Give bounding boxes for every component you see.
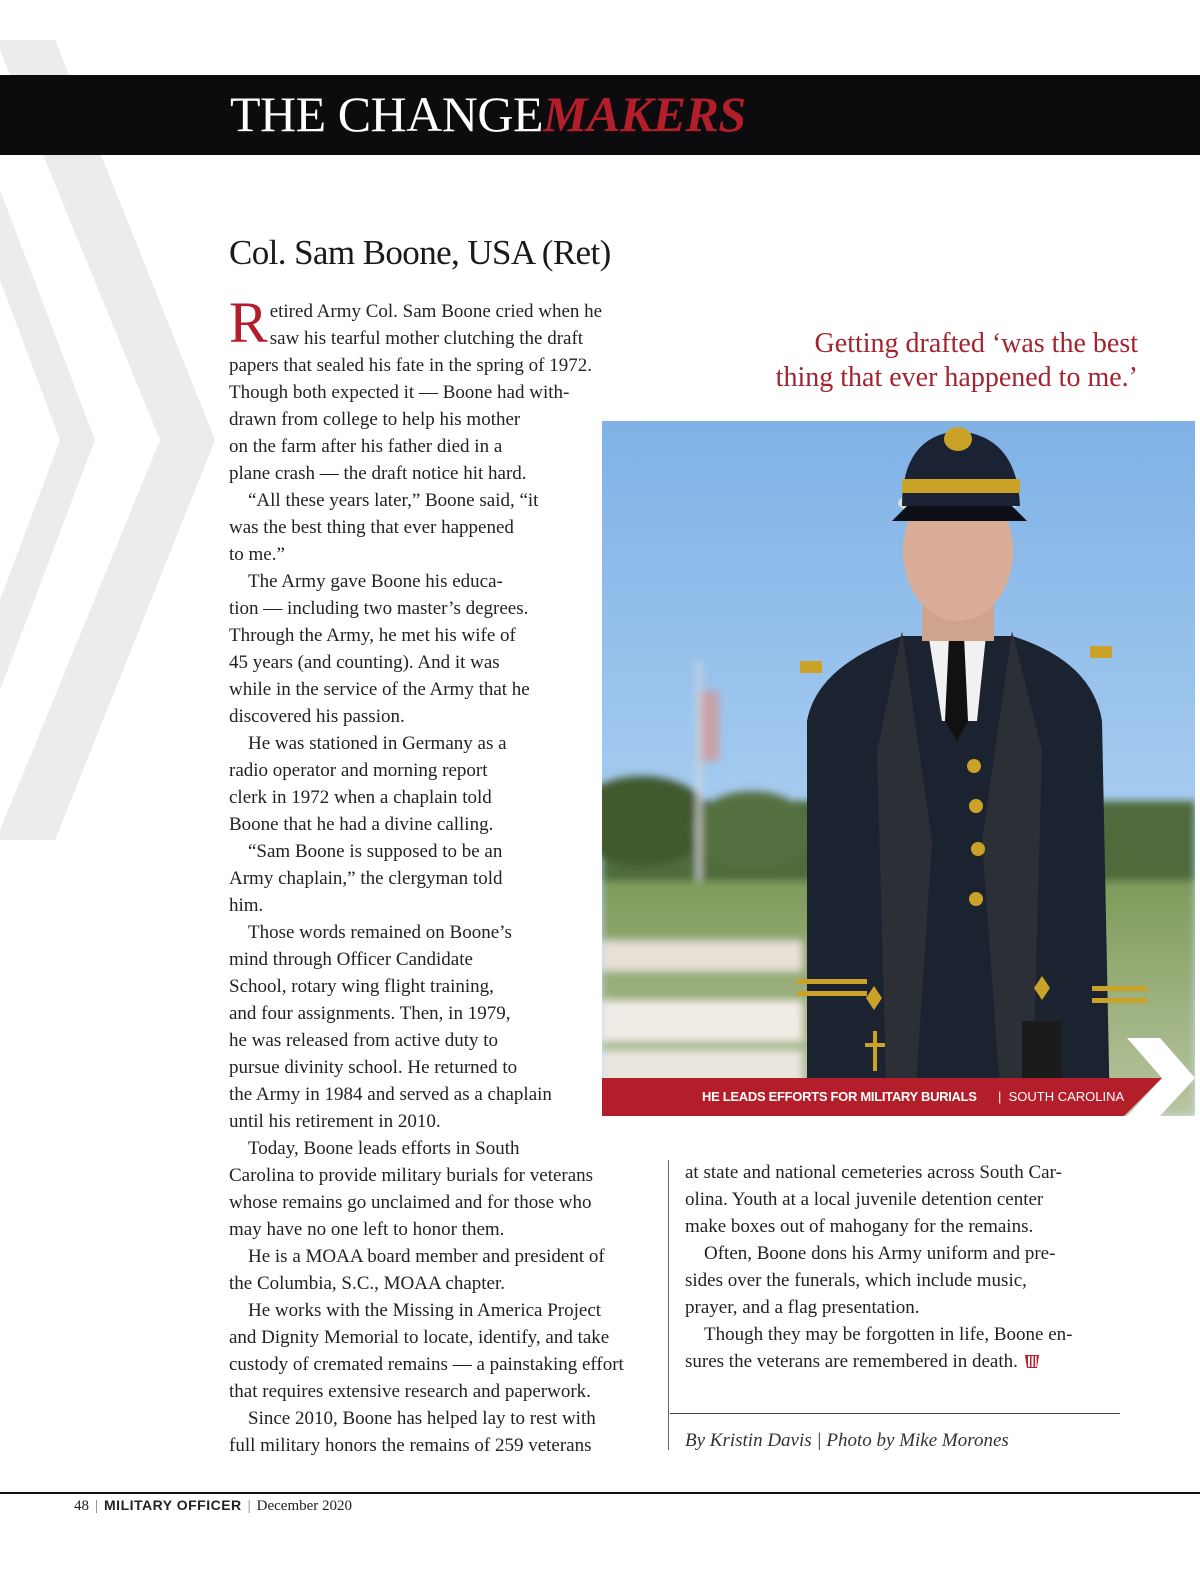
body-line: He works with the Missing in America Project — [248, 1300, 602, 1321]
end-mark-icon — [1024, 1353, 1040, 1369]
portrait-photo — [602, 421, 1195, 1116]
caption-location-text: SOUTH CAROLINA — [1008, 1089, 1125, 1104]
caption-separator: | — [998, 1089, 1002, 1104]
body-line: The Army gave Boone his educa- — [248, 571, 503, 592]
body-line: plane crash — the draft notice hit hard. — [229, 463, 527, 484]
body-line-last — [685, 1348, 1125, 1375]
page-number: 48 — [74, 1498, 89, 1514]
article-headline: Col. Sam Boone, USA (Ret) — [229, 233, 611, 272]
body-line: whose remains go unclaimed and for those who — [229, 1192, 592, 1213]
body-line: prayer, and a flag presentation. — [685, 1297, 920, 1318]
body-line: “Sam Boone is supposed to be an — [248, 841, 503, 862]
caption-title: HE LEADS EFFORTS FOR MILITARY BURIALS — [702, 1089, 977, 1104]
body-line: Often, Boone dons his Army uniform and pre- — [704, 1243, 1056, 1264]
body-line: was the best thing that ever happened — [229, 517, 514, 538]
body-line: pursue divinity school. He returned to — [229, 1057, 518, 1078]
body-line: Since 2010, Boone has helped lay to rest with — [248, 1408, 596, 1429]
body-line-text: sures the veterans are remembered in death. — [685, 1351, 1018, 1372]
body-line: that requires extensive research and paperwork. — [229, 1381, 591, 1402]
pull-quote — [720, 327, 1138, 395]
body-line: papers that sealed his fate in the spring of 1972. — [229, 355, 593, 376]
body-line: Army chaplain,” the clergyman told — [229, 868, 503, 889]
body-line: “All these years later,” Boone said, “it — [248, 490, 539, 511]
section-title-plain: THE CHANGE — [230, 86, 544, 142]
chevron-background-pattern — [0, 40, 230, 880]
body-line: while in the service of the Army that he — [229, 679, 530, 700]
section-banner — [0, 75, 1200, 155]
body-line: custody of cremated remains — a painstaking effort — [229, 1354, 624, 1375]
body-line: full military honors the remains of 259 veterans — [229, 1435, 592, 1456]
section-title — [230, 81, 746, 147]
body-line: drawn from college to help his mother — [229, 409, 521, 430]
body-line: at state and national cemeteries across South Car- — [685, 1162, 1062, 1183]
portrait-illustration — [602, 421, 1195, 1116]
photo-caption — [602, 1078, 1162, 1116]
body-line: Though they may be forgotten in life, Boone en- — [704, 1324, 1073, 1345]
body-line: make boxes out of mahogany for the remains. — [685, 1216, 1034, 1237]
body-line: radio operator and morning report — [229, 760, 488, 781]
body-line: He is a MOAA board member and president of — [248, 1246, 605, 1267]
body-line: the Columbia, S.C., MOAA chapter. — [229, 1273, 506, 1294]
body-line: discovered his passion. — [229, 706, 405, 727]
footer-separator: | — [247, 1498, 251, 1514]
body-line: until his retirement in 2010. — [229, 1111, 441, 1132]
body-line: 45 years (and counting). And it was — [229, 652, 500, 673]
body-line: saw his tearful mother clutching the draft — [269, 328, 584, 349]
body-line: etired Army Col. Sam Boone cried when he — [269, 301, 603, 322]
body-line: mind through Officer Candidate — [229, 949, 473, 970]
body-column-2 — [685, 1159, 1125, 1375]
footer-separator: | — [95, 1498, 99, 1514]
caption-location — [998, 1078, 1124, 1116]
page-footer — [74, 1497, 352, 1515]
body-line: to me.” — [229, 544, 285, 565]
pull-quote-line: Getting drafted ‘was the best — [814, 328, 1138, 359]
body-line: he was released from active duty to — [229, 1030, 499, 1051]
body-line: sides over the funerals, which include music, — [685, 1270, 1027, 1291]
body-line: olina. Youth at a local juvenile detention center — [685, 1189, 1044, 1210]
body-line: tion — including two master’s degrees. — [229, 598, 529, 619]
byline: By Kristin Davis | Photo by Mike Morones — [685, 1430, 1009, 1451]
body-line: Carolina to provide military burials for veterans — [229, 1165, 594, 1186]
body-line: him. — [229, 895, 264, 916]
body-line: School, rotary wing flight training, — [229, 976, 494, 997]
byline-rule — [670, 1413, 1120, 1414]
footer-rule — [0, 1492, 1200, 1494]
drop-cap: R — [229, 290, 268, 355]
body-line: Though both expected it — Boone had with- — [229, 382, 570, 403]
section-title-accent: MAKERS — [543, 86, 746, 142]
issue-date: December 2020 — [256, 1498, 353, 1514]
body-line: clerk in 1972 when a chaplain told — [229, 787, 492, 808]
body-line: He was stationed in Germany as a — [248, 733, 507, 754]
body-line: Those words remained on Boone’s — [248, 922, 512, 943]
body-line: Today, Boone leads efforts in South — [248, 1138, 520, 1159]
body-line: Boone that he had a divine calling. — [229, 814, 494, 835]
column-divider — [668, 1160, 669, 1450]
body-line: and four assignments. Then, in 1979, — [229, 1003, 511, 1024]
body-line: on the farm after his father died in a — [229, 436, 503, 457]
body-line: and Dignity Memorial to locate, identify, and take — [229, 1327, 610, 1348]
body-line: Through the Army, he met his wife of — [229, 625, 516, 646]
magazine-name: MILITARY OFFICER — [104, 1497, 242, 1513]
pull-quote-line: thing that ever happened to me.’ — [775, 362, 1138, 393]
body-line: the Army in 1984 and served as a chaplain — [229, 1084, 552, 1105]
body-line: may have no one left to honor them. — [229, 1219, 505, 1240]
body-column-1 — [229, 290, 664, 1459]
